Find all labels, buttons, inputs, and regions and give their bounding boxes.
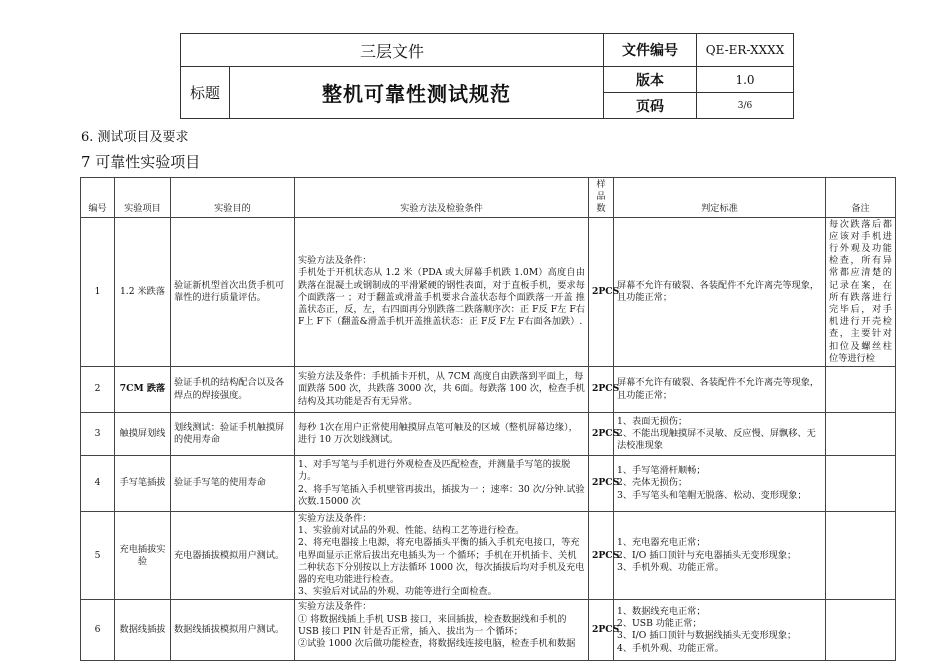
col-header-method: 实验方法及检验条件 bbox=[295, 178, 589, 218]
col-header-note: 备注 bbox=[826, 178, 896, 218]
row-method: 实验方法及条件： 1、实验前对试品的外观、性能、结构工艺等进行检查。 2、将充电器接上电源，将充电器插头平衡的插入手机充电接口，等充电界面显示正常后拔出充电插头为一 个循环；手机在开机插卡、关机二种状态下分别按以上方法循环 1000 次，每次插拔后均对手机及充电器的充电功能进行检查。 3、实验后对试品的外观、功能等进行全面检查。 bbox=[295, 512, 589, 600]
row-no: 4 bbox=[81, 456, 115, 512]
row-note bbox=[826, 600, 896, 661]
col-header-samples: 样品 数 bbox=[589, 178, 614, 218]
reliability-test-table bbox=[80, 177, 896, 661]
row-no: 1 bbox=[81, 217, 115, 366]
row-samples: 2PCS bbox=[589, 367, 614, 413]
row-no: 5 bbox=[81, 512, 115, 600]
row-item: 数据线插拔 bbox=[115, 600, 171, 661]
row-note: 每次跌落后都应该对手机进行外观及功能检查，所有异常都应清楚的记录在案，在所有跌落进行完毕后，对手机进行开壳检查，主要针对扣位及螺丝柱位等进行检 bbox=[826, 217, 896, 366]
row-criteria: 1、充电器充电正常； 2、I/O 插口顶针与充电器插头无变形现象； 3、手机外观、功能正常。 bbox=[614, 512, 826, 600]
row-samples: 2PCS bbox=[589, 413, 614, 456]
row-criteria: 1、数据线充电正常； 2、USB 功能正常； 3、I/O 插口顶针与数据线插头无变形现象； 4、手机外观、功能正常。 bbox=[614, 600, 826, 661]
document-level: 三层文件 bbox=[181, 34, 604, 67]
row-purpose: 划线测试：验证手机触摸屏的使用寿命 bbox=[171, 413, 295, 456]
table-header-row bbox=[81, 178, 896, 218]
row-method: 实验方法及条件： ① 将数据线插上手机 USB 接口，来回插拔，检查数据线和手机的 USB 接口 PIN 针是否正常，插入、拔出为一 个循环； ②试验 1000 次后做功能检查，将数据线连接电脑，检查手机和数据 bbox=[295, 600, 589, 661]
table-row bbox=[81, 512, 896, 600]
row-note bbox=[826, 367, 896, 413]
row-criteria: 屏幕不允许有破裂、各装配件不允许离壳等现象，且功能正常； bbox=[614, 217, 826, 366]
table-row bbox=[81, 413, 896, 456]
row-item: 充电插拔实验 bbox=[115, 512, 171, 600]
section-7-heading: 7 可靠性实验项目 bbox=[81, 153, 201, 171]
row-purpose: 数据线插拔模拟用户测试。 bbox=[171, 600, 295, 661]
row-purpose: 验证手写笔的使用寿命 bbox=[171, 456, 295, 512]
row-criteria: 1、表面无损伤； 2、不能出现触摸屏不灵敏、反应慢、屏飘移、无法校准现象 bbox=[614, 413, 826, 456]
row-no: 3 bbox=[81, 413, 115, 456]
row-item: 7CM 跌落 bbox=[115, 367, 171, 413]
row-no: 6 bbox=[81, 600, 115, 661]
row-note bbox=[826, 456, 896, 512]
row-item: 1.2 米跌落 bbox=[115, 217, 171, 366]
col-header-criteria: 判定标准 bbox=[614, 178, 826, 218]
row-samples: 2PCS bbox=[589, 600, 614, 661]
row-samples: 2PCS bbox=[589, 456, 614, 512]
col-header-item: 实验项目 bbox=[115, 178, 171, 218]
table-row bbox=[81, 456, 896, 512]
col-header-no: 编号 bbox=[81, 178, 115, 218]
row-method: 1、对手写笔与手机进行外观检查及匹配检查，并测量手写笔的拔脱力。 2、将手写笔插入手机壁管再拔出，插拔为一 ；速率：30 次/分钟.试验次数.15000 次 bbox=[295, 456, 589, 512]
row-method: 实验方法及条件：手机插卡开机，从 7CM 高度自由跌落到平面上，每面跌落 500 次，共跌落 3000 次，共 6面。每跌落 100 次，检查手机结构及其功能是否有无异常。 bbox=[295, 367, 589, 413]
row-note bbox=[826, 413, 896, 456]
row-item: 手写笔插拔 bbox=[115, 456, 171, 512]
row-samples: 2PCS bbox=[589, 217, 614, 366]
row-note bbox=[826, 512, 896, 600]
section-6-heading: 6. 测试项目及要求 bbox=[81, 130, 189, 145]
page-label: 页码 bbox=[604, 93, 697, 119]
table-row bbox=[81, 217, 896, 366]
table-row bbox=[81, 367, 896, 413]
row-method: 每秒 1次在用户正常使用触摸屏点笔可触及的区域（整机屏幕边缘），进行 10 万次划线测试。 bbox=[295, 413, 589, 456]
page-number: 3/6 bbox=[697, 93, 794, 119]
doc-no-value: QE-ER-XXXX bbox=[697, 34, 794, 67]
row-criteria: 屏幕不允许有破裂、各装配件不允许离壳等现象，且功能正常； bbox=[614, 367, 826, 413]
doc-no-label: 文件编号 bbox=[604, 34, 697, 67]
version-value: 1.0 bbox=[697, 67, 794, 93]
version-label: 版本 bbox=[604, 67, 697, 93]
row-purpose: 充电器插拔模拟用户测试。 bbox=[171, 512, 295, 600]
document-title: 整机可靠性测试规范 bbox=[230, 67, 604, 119]
row-criteria: 1、手写笔滑杆顺畅； 2、壳体无损伤； 3、手写笔头和笔帽无脱落、松动、变形现象； bbox=[614, 456, 826, 512]
row-purpose: 验证手机的结构配合以及各焊点的焊接强度。 bbox=[171, 367, 295, 413]
row-samples: 2PCS bbox=[589, 512, 614, 600]
title-label: 标题 bbox=[181, 67, 230, 119]
document-header bbox=[180, 33, 794, 119]
row-method: 实验方法及条件： 手机处于开机状态从 1.2 米（PDA 或大屏幕手机跌 1.0M）高度自由跌落在混凝土或钢制成的平滑紧硬的钢性表面，对于直板手机，要求每个面跌落一 ；对于翻盖或滑盖手机要求合盖状态每个面跌落一开盖 推盖状态正，反，左，右四面再分别跌落二跌落顺序次：正 F反 F左 F右 F上 F下（翻盖&滑盖手机开盖推盖状态：正 F反 F左 F右面各加跌）. bbox=[295, 217, 589, 366]
row-purpose: 验证新机型首次出货手机可靠性的进行质量评估。 bbox=[171, 217, 295, 366]
row-item: 触摸屏划线 bbox=[115, 413, 171, 456]
col-header-purpose: 实验目的 bbox=[171, 178, 295, 218]
row-no: 2 bbox=[81, 367, 115, 413]
table-row bbox=[81, 600, 896, 661]
